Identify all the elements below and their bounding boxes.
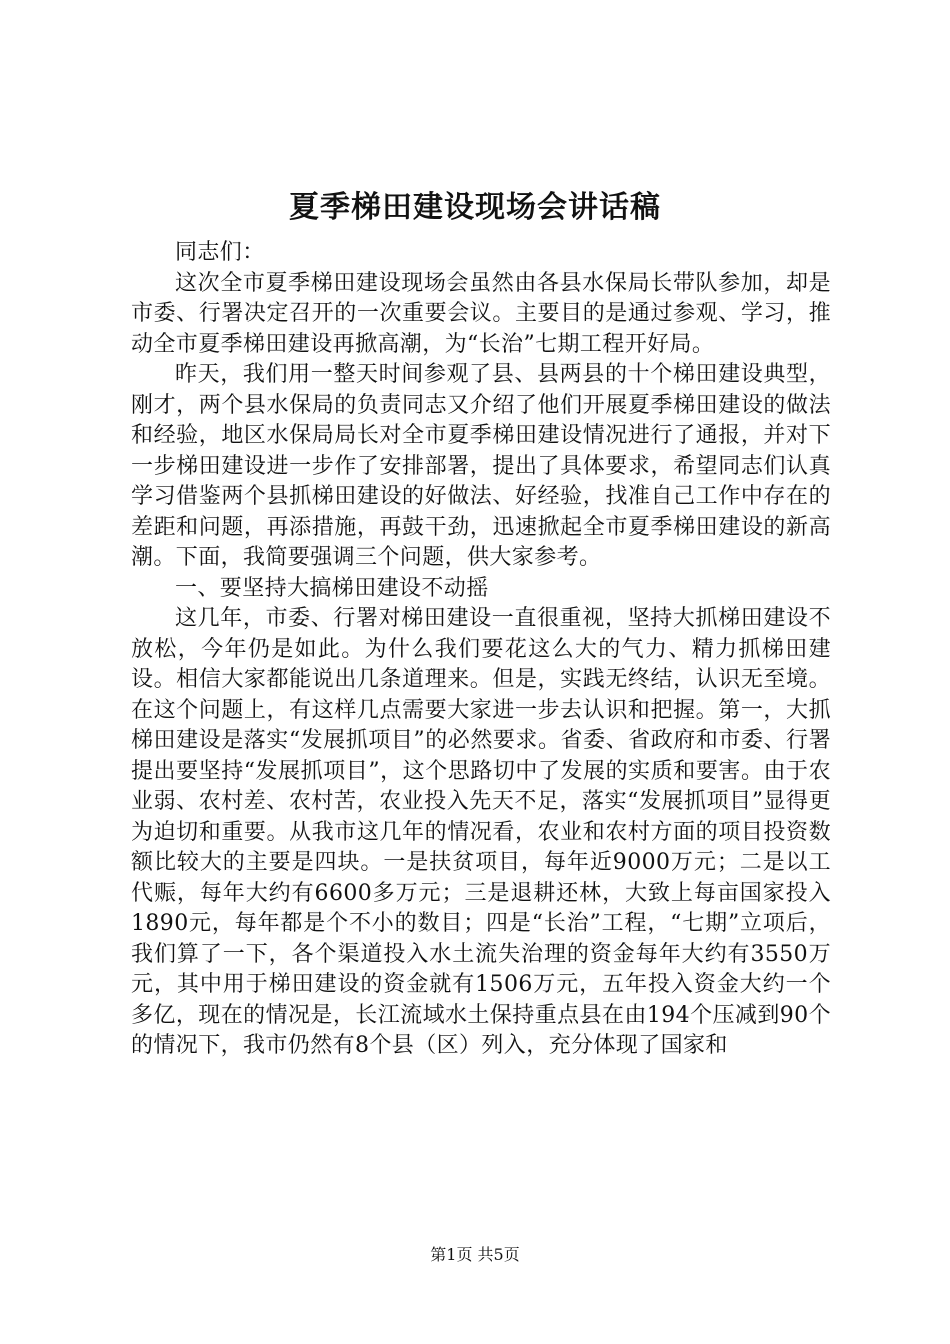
paragraph-intro: 这次全市夏季梯田建设现场会虽然由各县水保局长带队参加，却是市委、行署决定召开的一次重要会议。主要目的是通过参观、学习，推动全市夏季梯田建设再掀高潮，为“长治”七期工程开好局。 [131,270,831,357]
paragraph-yesterday: 昨天，我们用一整天时间参观了县、县两县的十个梯田建设典型，刚才，两个县水保局的负责同志又介绍了他们开展夏季梯田建设的做法和经验，地区水保局局长对全市夏季梯田建设情况进行了通报，并对下一步梯田建设进一步作了安排部署，提出了具体要求，希望同志们认真学习借鉴两个县抓梯田建设的好做法、好经验，找准自己工作中存在的差距和问题，再添措施，再鼓干劲，迅速掀起全市夏季梯田建设的新高潮。下面，我简要强调三个问题，供大家参考。 [131,362,831,570]
page-footer: 第1页 共5页 [430,1245,520,1264]
section-heading-1: 一、要坚持大搞梯田建设不动摇 [175,575,489,601]
document-body [131,238,831,1062]
paragraph-section-1: 这几年，市委、行署对梯田建设一直很重视，坚持大抓梯田建设不放松，今年仍是如此。为什么我们要花这么大的气力、精力抓梯田建设。相信大家都能说出几条道理来。但是，实践无终结，认识无至境。在这个问题上，有这样几点需要大家进一步去认识和把握。第一，大抓梯田建设是落实“发展抓项目”的必然要求。省委、省政府和市委、行署提出要坚持“发展抓项目”，这个思路切中了发展的实质和要害。由于农业弱、农村差、农村苦，农业投入先天不足，落实“发展抓项目”显得更为迫切和重要。从我市这几年的情况看，农业和农村方面的项目投资数额比较大的主要是四块。一是扶贫项目，每年近9000万元；二是以工代赈，每年大约有6600多万元；三是退耕还林，大致上每亩国家投入1890元，每年都是个不小的数目；四是“长治”工程，“七期”立项后，我们算了一下，各个渠道投入水土流失治理的资金每年大约有3550万元，其中用于梯田建设的资金就有1506万元，五年投入资金大约一个多亿，现在的情况是，长江流域水土保持重点县在由194个压减到90个的情况下，我市仍然有8个县（区）列入，充分体现了国家和 [131,606,831,1058]
document-title: 夏季梯田建设现场会讲话稿 [289,190,661,225]
salutation: 同志们： [175,240,265,265]
